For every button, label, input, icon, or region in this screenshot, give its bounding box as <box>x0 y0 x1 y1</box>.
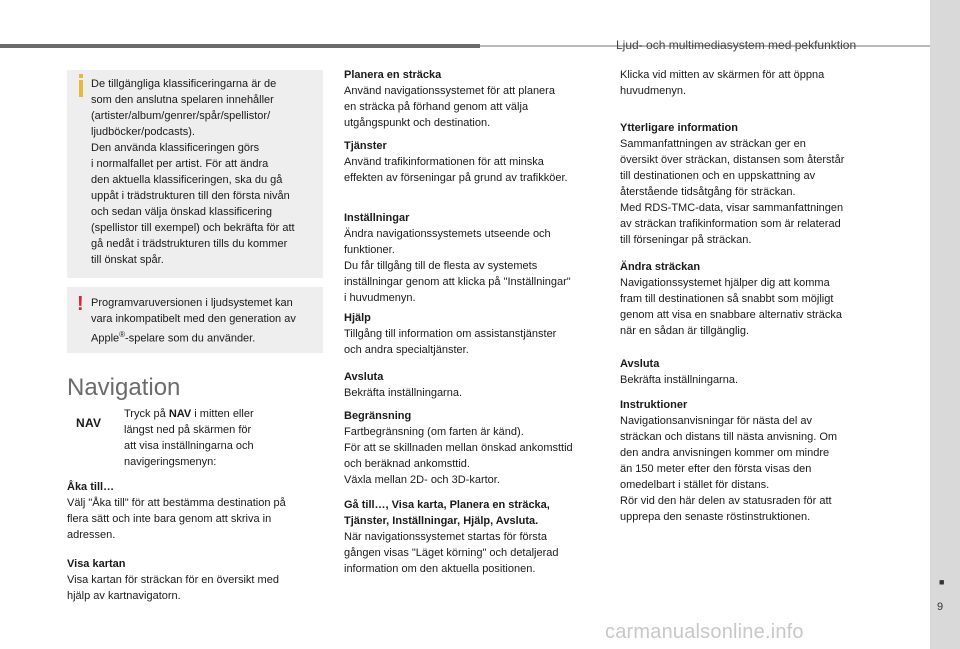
block-heading: Visa kartan <box>67 558 126 570</box>
col1-block-aka-till <box>67 479 327 543</box>
block-body: Välj "Åka till" för att bestämma destination på flera sätt och inte bara genom att skriva in adressen. <box>67 497 286 541</box>
block-body: Ändra navigationssystemets utseende och funktioner. Du får tillgång till de flesta av systemets inställningar genom att klicka på "Inställningar" i huvudmenyn. <box>344 228 571 304</box>
nav-intro-bold: NAV <box>168 408 192 420</box>
warning-text-part2: -spelare som du använder. <box>125 332 256 345</box>
block-body: Sammanfattningen av sträckan ger en översikt över sträckan, distansen som återstår till destinationen och en uppskattning av återstående tidsåtgång för sträckan. Med RDS-TMC-data, visar sammanfattningen av sträckan trafikinformation som är relaterad till förseningar på sträckan. <box>620 138 845 246</box>
col2-block-installningar <box>344 210 609 306</box>
block-body: Använd trafikinformationen för att minska effekten av förseningar på grund av trafikköer. <box>344 156 568 184</box>
col3-block-instruktioner <box>620 397 890 525</box>
block-heading: Begränsning <box>344 410 412 422</box>
block-body: Fartbegränsning (om farten är känd). För att se skillnaden mellan önskad ankomsttid och beräknad ankomsttid. Växla mellan 2D- och 3D-kartor. <box>344 426 573 486</box>
col2-block-ga-till <box>344 497 609 577</box>
warning-text-part1: Programvaruversionen i ljudsystemet kan vara inkompatibelt med den generation av Apple <box>91 297 296 345</box>
col2-block-tjanster <box>344 138 609 186</box>
nav-intro-rest: i mitten eller längst ned på skärmen för att visa inställningarna och navigeringsmenyn: <box>124 408 254 468</box>
block-heading: Hjälp <box>344 312 371 324</box>
block-heading: Tjänster <box>344 140 387 152</box>
section-title: Navigation <box>67 374 181 401</box>
nav-key-label: NAV <box>76 416 102 430</box>
block-heading: Åka till… <box>67 481 115 493</box>
block-heading: Inställningar <box>344 212 410 224</box>
block-heading: Avsluta <box>344 371 384 383</box>
watermark: carmanualsonline.info <box>605 621 804 643</box>
nav-intro-text <box>124 406 324 470</box>
block-body: Tillgång till information om assistanstjänster och andra specialtjänster. <box>344 328 557 356</box>
block-heading: Instruktioner <box>620 399 688 411</box>
info-icon <box>79 80 83 97</box>
col3-block-andra <box>620 259 890 339</box>
block-heading: Avsluta <box>620 358 660 370</box>
block-body: När navigationssystemet startas för första gången visas "Läget körning" och detaljerad information om den aktuella positionen. <box>344 531 559 575</box>
running-header: Ljud- och multimediasystem med pekfunktion <box>616 38 857 52</box>
block-body: Bekräfta inställningarna. <box>344 387 463 399</box>
col3-block-ytterligare <box>620 120 890 248</box>
page-number: 9 <box>937 601 944 613</box>
col3-intro: Klicka vid mitten av skärmen för att öppna huvudmenyn. <box>620 69 825 97</box>
header-rule-dark <box>0 44 480 48</box>
nav-intro-prefix: Tryck på <box>124 408 169 420</box>
block-body: Visa kartan för sträckan för en översikt med hjälp av kartnavigatorn. <box>67 574 279 602</box>
col1-block-visa-kartan <box>67 556 327 604</box>
block-heading: Planera en sträcka <box>344 69 442 81</box>
col3-block-avsluta <box>620 356 890 388</box>
col2-block-begransning <box>344 408 609 488</box>
col2-block-avsluta <box>344 369 609 401</box>
warning-icon: ! <box>77 293 84 315</box>
block-body: Bekräfta inställningarna. <box>620 374 739 386</box>
col2-block-hjalp <box>344 310 609 358</box>
page-edge-bar <box>930 0 960 649</box>
info-note-text: De tillgängliga klassificeringarna är de som den anslutna spelaren innehåller (artister/album/genrer/spår/spellistor/ ljudböcker/podcasts). Den använda klassificeringen görs i normalfallet per artist. För att ändra den aktuella klassificeringen, ska du gå uppåt i trädstrukturen till den första nivån och sedan välja önskad klassificering (spellistor till exempel) och bekräfta för att gå nedåt i trädstrukturen tills du kommer till önskat spår. <box>91 78 295 266</box>
col2-block-planera <box>344 67 609 131</box>
block-heading: Gå till…, Visa karta, Planera en sträcka, Tjänster, Inställningar, Hjälp, Avsluta. <box>344 499 550 527</box>
block-body: Navigationssystemet hjälper dig att komma fram till destinationen så snabbt som möjligt genom att visa en snabbare alternativ sträcka när en sådan är tillgänglig. <box>620 277 842 337</box>
registered-mark: ® <box>119 330 126 339</box>
block-body: Navigationsanvisningar för nästa del av sträckan och distans till nästa anvisning. Om den andra anvisningen kommer om mindre än 150 meter efter den första visas den omedelbart i stället för distans. Rör vid den här delen av statusraden för att upprepa den senaste röstinstruktionen. <box>620 415 838 523</box>
warning-note-text <box>91 295 321 347</box>
block-heading: Ändra sträckan <box>620 261 701 273</box>
end-mark: ■ <box>939 577 945 587</box>
block-body: Använd navigationssystemet för att planera en sträcka på förhand genom att välja utgångspunkt och destination. <box>344 85 555 129</box>
block-heading: Ytterligare information <box>620 122 738 134</box>
